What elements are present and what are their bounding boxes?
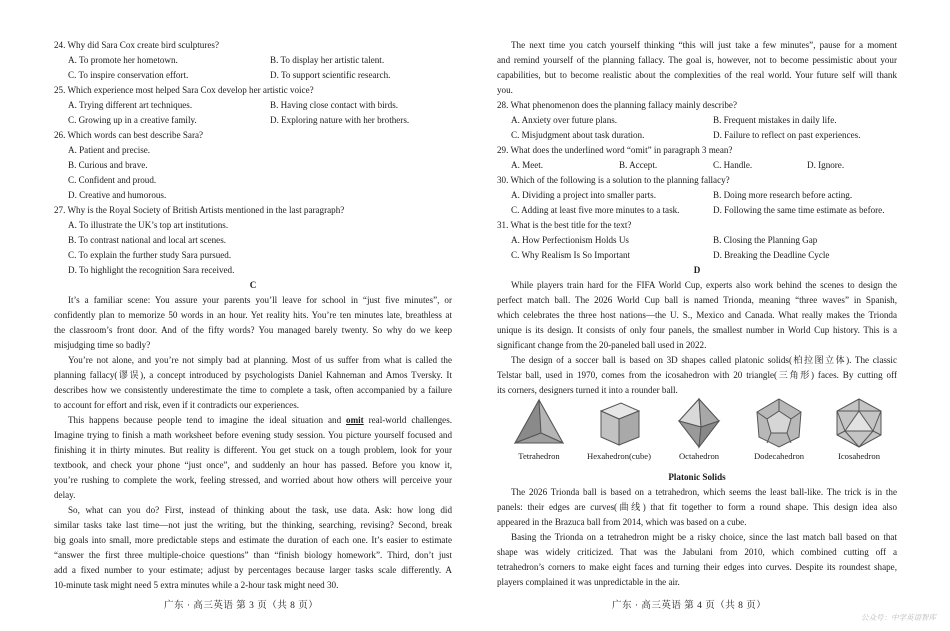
- q29-option-a: A. Meet.: [511, 160, 544, 170]
- paragraph-line: tetrahedron’s corners to make eight faces and turning their edges into curves. Despite its roundest shape,: [497, 562, 897, 572]
- dodecahedron-figure: [739, 397, 819, 462]
- paragraph-line: So, what can you do? First, instead of thinking about the task, use data. Ask: how long did: [68, 505, 452, 515]
- tetrahedron-label: Tetrahedron: [518, 451, 560, 461]
- paragraph-line: which celebrates the three host nations—the U. S., Mexico and Canada. What really makes the Trionda: [497, 310, 897, 320]
- paragraph-line: add a fixed number to your estimate; adjust by percentages because larger tasks scale differently. A: [54, 565, 452, 575]
- paragraph-line-with-underline: [54, 414, 452, 426]
- q24-option-b: B. To display her artistic talent.: [270, 55, 385, 65]
- q28-option-a: A. Anxiety over future plans.: [511, 115, 618, 125]
- q31-option-b: B. Closing the Planning Gap: [713, 235, 818, 245]
- paragraph-line: It’s a familiar scene: You assure your parents you’ll leave for school in “just five minutes”, or: [68, 295, 452, 305]
- q27-stem: 27. Why is the Royal Society of British Artists mentioned in the last paragraph?: [54, 205, 345, 215]
- paragraph-line: The next time you catch yourself thinking “this will just take a few minutes”, pause for a moment: [511, 40, 897, 50]
- q29-option-c: C. Handle.: [713, 160, 753, 170]
- q25-option-d: D. Exploring nature with her brothers.: [270, 115, 410, 125]
- section-c-heading: C: [249, 280, 257, 290]
- paragraph-line: and remind yourself of the planning fallacy. The goal is, however, not to become pessimistic about your: [497, 55, 897, 65]
- paragraph-line: capabilities, but to become realistic about the complexities of the real world. Your future self will thank: [497, 70, 897, 80]
- icosahedron-icon: [831, 397, 887, 449]
- paragraph-line: Imagine trying to finish a math worksheet before evening study session. You picture yourself focused and: [54, 430, 452, 440]
- figure-caption: Platonic Solids: [668, 472, 726, 482]
- paragraph-line: perfect match ball. The 2026 World Cup ball is named Trionda, meaning “three waves” in Spanish,: [497, 295, 897, 305]
- hexahedron-label: Hexahedron(cube): [587, 451, 651, 461]
- q30-option-c: C. Adding at least five more minutes to a task.: [511, 205, 680, 215]
- tetrahedron-figure: [499, 397, 579, 462]
- tetrahedron-icon: [511, 397, 567, 449]
- q24-option-a: A. To promote her hometown.: [68, 55, 178, 65]
- dodecahedron-icon: [751, 397, 807, 449]
- section-d-heading: D: [693, 265, 701, 275]
- q26-option-d: D. Creative and humorous.: [68, 190, 167, 200]
- paragraph-line: players complained it was unpredictable in the air.: [497, 577, 680, 587]
- q24-option-d: D. To support scientific research.: [270, 70, 391, 80]
- octahedron-figure: [659, 397, 739, 462]
- paragraph-line: to account for effort and risk, even if it contradicts our experiences.: [54, 400, 300, 410]
- octahedron-label: Octahedron: [678, 451, 720, 461]
- cube-icon: [591, 397, 647, 449]
- q24-option-c: C. To inspire conservation effort.: [68, 70, 189, 80]
- q25-option-c: C. Growing up in a creative family.: [68, 115, 197, 125]
- q29-option-d: D. Ignore.: [807, 160, 845, 170]
- paragraph-line: the classroom’s front door. And of the fifty words? You managed barely twenty. So why do we keep: [54, 325, 452, 335]
- q30-option-b: B. Doing more research before acting.: [713, 190, 853, 200]
- watermark: 公众号：中学英语智库: [861, 613, 936, 622]
- q29-option-b: B. Accept.: [619, 160, 658, 170]
- paragraph-line: While players train hard for the FIFA World Cup, experts also work behind the scenes to design the: [511, 280, 897, 290]
- q27-option-d: D. To highlight the recognition Sara received.: [68, 265, 235, 275]
- paragraph-line: delay.: [54, 490, 76, 500]
- q28-stem: 28. What phenomenon does the planning fallacy mainly describe?: [497, 100, 737, 110]
- paragraph-line: textbook, and check your phone “just once”, and suddenly an hour has passed. Before you know it,: [54, 460, 452, 470]
- paragraph-line: appeared in the Brazuca ball from 2014, which was based on a cube.: [497, 517, 747, 527]
- dodecahedron-label: Dodecahedron: [753, 451, 805, 461]
- paragraph-line: finishing it in thirty minutes. But reality is different. You get stuck on a tough problem, look for your: [54, 445, 452, 455]
- paragraph-line: The 2026 Trionda ball is based on a tetrahedron, which seems the least ball-like. The trick is in the: [511, 487, 897, 497]
- q26-option-c: C. Confident and proud.: [68, 175, 157, 185]
- paragraph-line: You’re not alone, and you’re not simply bad at planning. Most of us suffer from what is called the: [68, 355, 452, 365]
- paragraph-line: describes how we consistently underestimate the time to complete a task, often accompanied by a failure: [54, 385, 452, 395]
- q25-stem: 25. Which experience most helped Sara Cox develop her artistic voice?: [54, 85, 314, 95]
- paragraph-line: confidently plan to memorize 50 words in an hour. Yet reality hits. You’re ten minutes late, breathless at: [54, 310, 452, 320]
- q30-option-d: D. Following the same time estimate as before.: [713, 205, 885, 215]
- octahedron-icon: [671, 397, 727, 449]
- platonic-solids-figure: [497, 397, 897, 469]
- underlined-word-omit: omit: [346, 415, 364, 425]
- q26-stem: 26. Which words can best describe Sara?: [54, 130, 204, 140]
- q28-option-d: D. Failure to reflect on past experiences.: [713, 130, 861, 140]
- q31-stem: 31. What is the best title for the text?: [497, 220, 632, 230]
- q31-option-c: C. Why Realism Is So Important: [511, 250, 631, 260]
- q24-stem: 24. Why did Sara Cox create bird sculptures?: [54, 40, 219, 50]
- q27-option-a: A. To illustrate the UK’s top art institutions.: [68, 220, 229, 230]
- q30-stem: 30. Which of the following is a solution to the planning fallacy?: [497, 175, 730, 185]
- page-footer-left: 广东 · 高三英语 第 3 页（共 8 页）: [164, 601, 319, 611]
- paragraph-line: Basing the Trionda on a tetrahedron might be a risky choice, since the last match ball based on that: [511, 532, 897, 542]
- q30-option-a: A. Dividing a project into smaller parts.: [511, 190, 656, 200]
- paragraph-line: you’re rushing to complete the work, feeling stressed, and worried about how others will perceive your: [54, 475, 452, 485]
- paragraph-line: similar tasks take last time—not just the writing, but the thinking, searching, revising? Second, break: [54, 520, 452, 530]
- q29-stem: 29. What does the underlined word “omit” in paragraph 3 mean?: [497, 145, 733, 155]
- paragraph-line: Telstar ball, used in 1970, comes from the icosahedron with 20 triangle(三角形) faces. By cutting off: [497, 370, 897, 380]
- q28-option-b: B. Frequent mistakes in daily life.: [713, 115, 837, 125]
- q26-option-a: A. Patient and precise.: [68, 145, 151, 155]
- paragraph-line: you.: [497, 85, 513, 95]
- q25-option-b: B. Having close contact with birds.: [270, 100, 399, 110]
- paragraph-line: panels: their edges are curves(曲线) that fit together to form a round shape. This design idea also: [497, 502, 897, 512]
- q28-option-c: C. Misjudgment about task duration.: [511, 130, 645, 140]
- paragraph-line: 10-minute task might need 5 extra minutes while a 2-hour task might need 30.: [54, 580, 339, 590]
- cube-figure: [579, 397, 659, 462]
- paragraph-line: unique is its design. It consists of only four panels, the smallest number in World Cup history. This is a: [497, 325, 897, 335]
- paragraph-line: “answer the first three multiple-choice questions” than “finish biology homework”. Third, don’t just: [54, 550, 452, 560]
- paragraph-line: The design of a soccer ball is based on 3D shapes called platonic solids(柏拉图立体). The classic: [511, 355, 897, 365]
- paragraph-line: shape was widely criticized. That was the Jabulani from 2010, which combined cutting off a: [497, 547, 897, 557]
- q31-option-d: D. Breaking the Deadline Cycle: [713, 250, 830, 260]
- page-footer-right: 广东 · 高三英语 第 4 页（共 8 页）: [612, 601, 767, 611]
- q26-option-b: B. Curious and brave.: [68, 160, 148, 170]
- paragraph-line: planning fallacy(谬误), a concept introduced by psychologists Daniel Kahneman and Amos Tversky. It: [54, 370, 452, 380]
- paragraph-text: This happens because people tend to imagine the ideal situation and: [68, 415, 347, 425]
- paragraph-line: significant change from the 20-paneled ball used in 2022.: [497, 340, 707, 350]
- q27-option-c: C. To explain the further study Sara pursued.: [68, 250, 232, 260]
- q25-option-a: A. Trying different art techniques.: [68, 100, 193, 110]
- paragraph-line: its corners, designers turned it into a rounder ball.: [497, 385, 678, 395]
- icosahedron-figure: [819, 397, 899, 462]
- icosahedron-label: Icosahedron: [838, 451, 880, 461]
- paragraph-text: real-world challenges.: [363, 415, 452, 425]
- paragraph-line: big goals into small, more predictable steps and estimate the duration of each one. It’s easier to estimate: [54, 535, 452, 545]
- q31-option-a: A. How Perfectionism Holds Us: [511, 235, 629, 245]
- paragraph-line: misjudging time so badly?: [54, 340, 151, 350]
- q27-option-b: B. To contrast national and local art scenes.: [68, 235, 227, 245]
